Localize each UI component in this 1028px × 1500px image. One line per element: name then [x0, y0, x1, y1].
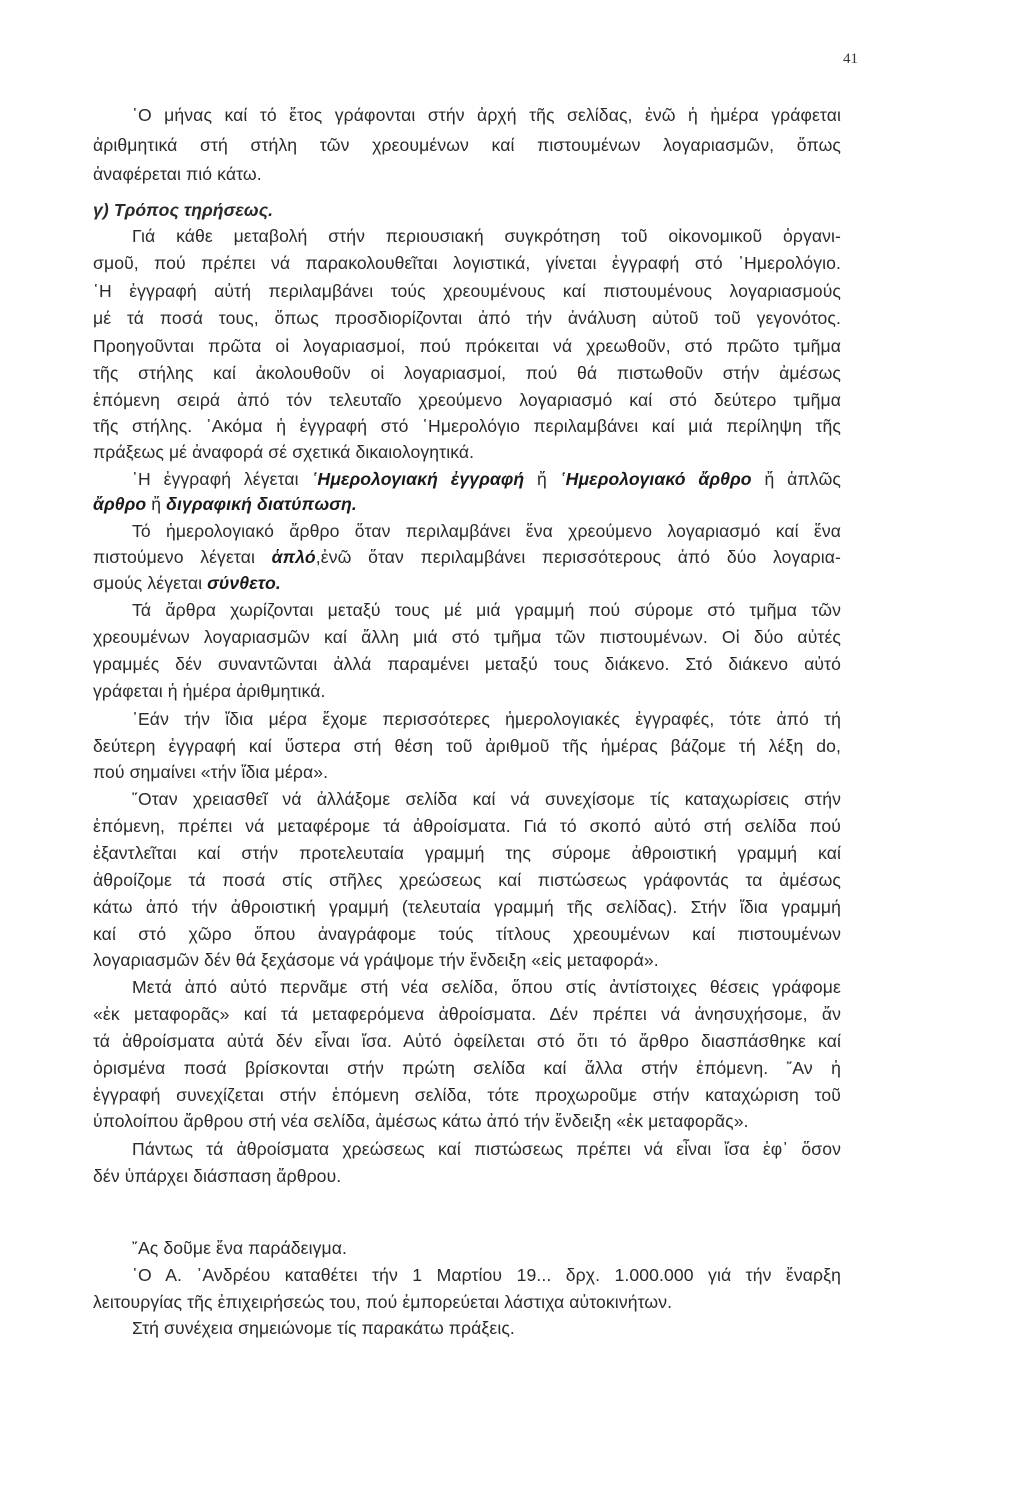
text-line: ἑπόμενη σειρά ἀπό τόν τελευταῖο χρεούμενο λογαριασμό καί στό δεύτερο τμῆμα	[93, 390, 841, 410]
text-fragment: πιστούμενο λέγεται	[93, 547, 272, 567]
text-line: ἐξαντλεῖται καί στήν προτελευταία γραμμή της σύρομε ἀθροιστική γραμμή καί	[93, 843, 841, 863]
text-line	[93, 494, 841, 514]
text-line: ᾿Εάν τήν ἴδια μέρα ἔχομε περισσότερες ἡμερολογιακές ἐγγραφές, τότε ἀπό τή	[132, 709, 841, 729]
text-line: γράφεται ἡ ἡμέρα ἀριθμητικά.	[93, 681, 326, 701]
text-fragment: ,ἐνῶ ὅταν περιλαμβάνει περισσότερους ἀπό δύο λογαρια-	[315, 547, 842, 567]
text-line: Πάντως τά ἀθροίσματα χρεώσεως καί πιστώσεως πρέπει νά εἶναι ἴσα ἐφ᾿ ὅσον	[132, 1139, 841, 1159]
text-line: ὁρισμένα ποσά βρίσκονται στήν πρώτη σελίδα καί ἄλλα στήν ἑπόμενη. ῎Αν ἡ	[93, 1058, 841, 1078]
term-journal-article: ῾Ημερολογιακό ἄρθρο	[559, 469, 752, 489]
page-number: 41	[843, 51, 858, 67]
text-line: ῞Οταν χρειασθεῖ νά ἀλλάξομε σελίδα καί νά συνεχίσομε τίς καταχωρίσεις στήν	[132, 789, 841, 809]
text-line: ἀριθμητικά στή στήλη τῶν χρεουμένων καί πιστουμένων λογαριασμῶν, ὅπως	[93, 135, 841, 155]
term-article: ἄρθρο	[93, 494, 147, 514]
term-journal-entry: ῾Ημερολογιακή ἐγγραφή	[311, 469, 525, 489]
text-line: Τά ἄρθρα χωρίζονται μεταξύ τους μέ μιά γραμμή πού σύρομε στό τμῆμα τῶν	[132, 600, 841, 620]
text-line: λειτουργίας τῆς ἐπιχειρήσεώς του, πού ἐμπορεύεται λάστιχα αὐτοκινήτων.	[93, 1292, 673, 1312]
text-line: ῾Ο μήνας καί τό ἔτος γράφονται στήν ἀρχή τῆς σελίδας, ἐνῶ ἡ ἡμέρα γράφεται	[132, 105, 841, 125]
text-line: ῾Ο Α. ᾿Ανδρέου καταθέτει τήν 1 Μαρτίου 19... δρχ. 1.000.000 γιά τήν ἔναρξη	[132, 1265, 841, 1285]
text-line: χρεουμένων λογαριασμῶν καί ἄλλη μιά στό τμῆμα τῶν πιστουμένων. Οἱ δύο αὐτές	[93, 627, 841, 647]
text-line: ῎Ας δοῦμε ἕνα παράδειγμα.	[132, 1238, 348, 1258]
text-line	[93, 573, 841, 593]
text-line: σμοῦ, πού πρέπει νά παρακολουθεῖται λογιστικά, γίνεται ἐγγραφή στό ῾Ημερολόγιο.	[93, 253, 841, 273]
text-line: Μετά ἀπό αὐτό περνᾶμε στή νέα σελίδα, ὅπου στίς ἀντίστοιχες θέσεις γράφομε	[132, 977, 841, 997]
text-line: Τό ἡμερολογιακό ἄρθρο ὅταν περιλαμβάνει ἕνα χρεούμενο λογαριασμό καί ἕνα	[132, 521, 841, 541]
text-line: δεύτερη ἐγγραφή καί ὕστερα στή θέση τοῦ ἀριθμοῦ τῆς ἡμέρας βάζομε τή λέξη do,	[93, 736, 841, 756]
text-line: Γιά κάθε μεταβολή στήν περιουσιακή συγκρότηση τοῦ οἰκονομικοῦ ὀργανι-	[132, 226, 841, 246]
text-line: ἑπόμενη, πρέπει νά μεταφέρομε τά ἀθροίσματα. Γιά τό σκοπό αὐτό στή σελίδα πού	[93, 816, 841, 836]
text-fragment: σμούς λέγεται	[93, 573, 208, 593]
text-line: τῆς στήλης καί ἀκολουθοῦν οἱ λογαριασμοί, πού θά πιστωθοῦν στήν ἀμέσως	[93, 363, 841, 383]
text-line: πού σημαίνει «τήν ἴδια μέρα».	[93, 762, 329, 782]
text-line: ἀθροίζομε τά ποσά στίς στῆλες χρεώσεως καί πιστώσεως γράφοντάς τα ἀμέσως	[93, 870, 841, 890]
text-line: καί στό χῶρο ὅπου ἀναγράφομε τούς τίτλους χρεουμένων καί πιστουμένων	[93, 924, 841, 944]
text-fragment: ἤ ἁπλῶς	[751, 469, 841, 489]
text-fragment: ῾Η ἐγγραφή λέγεται	[132, 469, 312, 489]
text-line: «ἐκ μεταφορᾶς» καί τά μεταφερόμενα ἀθροίσματα. Δέν πρέπει νά ἀνησυχήσομε, ἄν	[93, 1004, 841, 1024]
text-fragment: ἤ	[146, 494, 167, 514]
text-line: δέν ὑπάρχει διάσπαση ἄρθρου.	[93, 1166, 342, 1186]
text-line	[93, 547, 841, 567]
text-line: μέ τά ποσά τους, ὅπως προσδιορίζονται ἀπό τήν ἀνάλυση αὐτοῦ τοῦ γεγονότος.	[93, 308, 841, 328]
section-heading: γ) Τρόπος τηρήσεως.	[93, 200, 274, 220]
text-line: γραμμές δέν συναντῶνται ἀλλά παραμένει μεταξύ τους διάκενο. Στό διάκενο αὐτό	[93, 654, 841, 674]
text-line: ῾Η ἐγγραφή αὐτή περιλαμβάνει τούς χρεουμένους καί πιστουμένους λογαριασμούς	[93, 281, 841, 301]
text-line: ἀναφέρεται πιό κάτω.	[93, 164, 262, 184]
text-line: Προηγοῦνται πρῶτα οἱ λογαριασμοί, πού πρόκειται νά χρεωθοῦν, στό πρῶτο τμῆμα	[93, 336, 841, 356]
text-line: ὑπολοίπου ἄρθρου στή νέα σελίδα, ἀμέσως κάτω ἀπό τήν ἔνδειξη «ἐκ μεταφορᾶς».	[93, 1111, 749, 1131]
term-compound: σύνθετο.	[207, 573, 281, 593]
text-line	[132, 469, 841, 489]
text-fragment: ἤ	[524, 469, 560, 489]
text-line: ἐγγραφή συνεχίζεται στήν ἑπόμενη σελίδα, τότε προχωροῦμε στήν καταχώριση τοῦ	[93, 1085, 841, 1105]
term-simple: ἁπλό	[271, 547, 316, 567]
text-line: τῆς στήλης. ᾿Ακόμα ἡ ἐγγραφή στό ῾Ημερολόγιο περιλαμβάνει καί μιά περίληψη τῆς	[93, 416, 841, 436]
text-line: λογαριασμῶν δέν θά ξεχάσομε νά γράψομε τήν ἔνδειξη «εἰς μεταφορά».	[93, 950, 659, 970]
term-double-entry: διγραφική διατύπωση.	[166, 494, 357, 514]
text-line: Στή συνέχεια σημειώνομε τίς παρακάτω πράξεις.	[132, 1318, 515, 1338]
text-line: πράξεως μέ ἀναφορά σέ σχετικά δικαιολογητικά.	[93, 442, 475, 462]
text-line: τά ἀθροίσματα αὐτά δέν εἶναι ἴσα. Αὐτό ὀφείλεται στό ὅτι τό ἄρθρο διασπάσθηκε καί	[93, 1031, 841, 1051]
text-line: κάτω ἀπό τήν ἀθροιστική γραμμή (τελευταία γραμμή τῆς σελίδας). Στήν ἴδια γραμμή	[93, 897, 841, 917]
